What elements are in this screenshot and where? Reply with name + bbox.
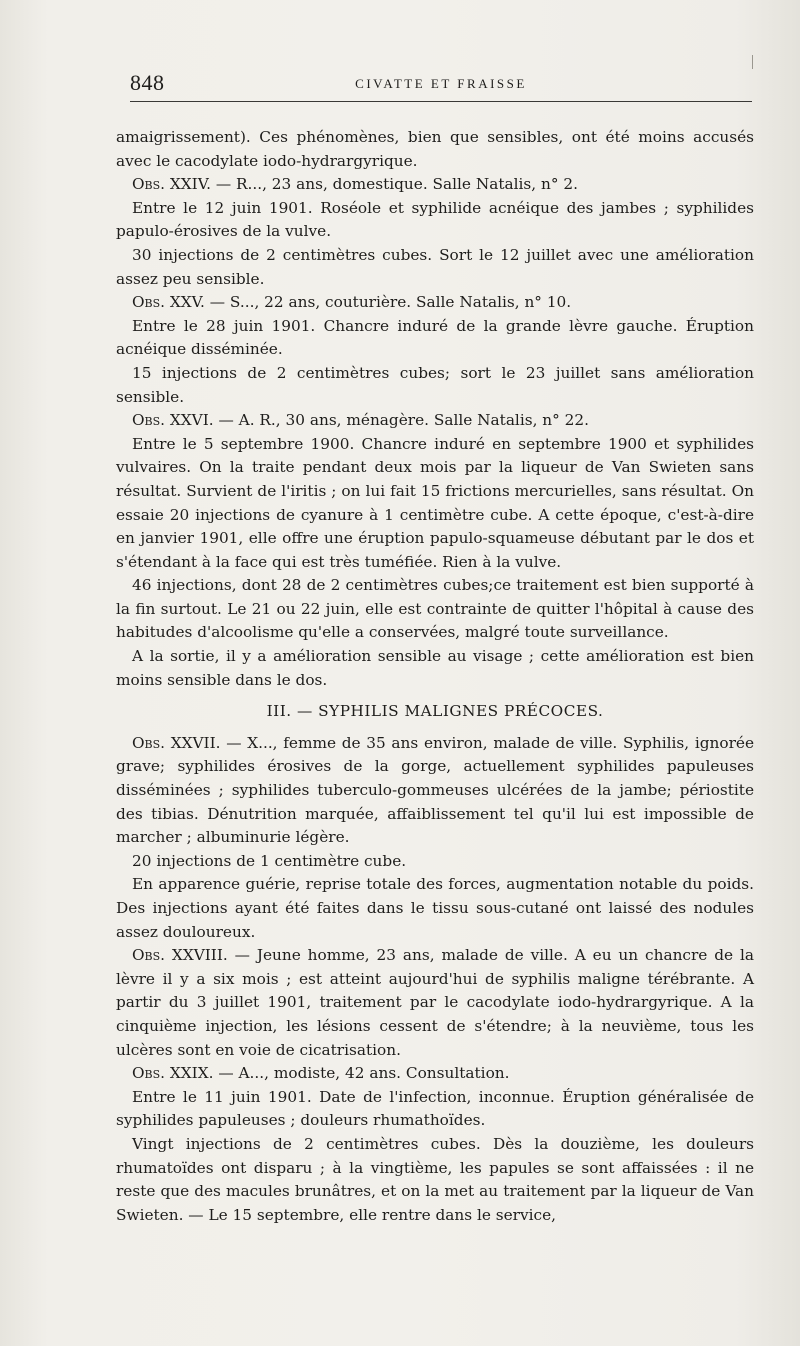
page-header	[130, 70, 752, 94]
margin-mark	[752, 55, 753, 69]
observation-entry	[116, 732, 754, 850]
observation-text: XXV. — S..., 22 ans, couturière. Salle Natalis, n° 10.	[165, 293, 572, 312]
observation-entry	[116, 409, 754, 433]
section-heading: III. — SYPHILIS MALIGNES PRÉCOCES.	[266, 702, 604, 721]
paragraph: Vingt injections de 2 centimètres cubes. Dès la douzième, les douleurs rhumatoïdes ont disparu ; à la vingtième, les papules se sont affaissées : il ne reste que des macules brunâtres, et on la met au traitement par la liqueur de Van Swieten. — Le 15 septembre, elle rentre dans le service,	[116, 1134, 754, 1224]
observation-label: Obs.	[132, 293, 166, 312]
paragraph: Entre le 11 juin 1901. Date de l'infection, inconnue. Éruption généralisée de syphilides papuleuses ; douleurs rhumathoïdes.	[116, 1087, 754, 1130]
header-rule	[130, 101, 752, 102]
running-head: CIVATTE ET FRAISSE	[355, 76, 527, 91]
observation-entry	[116, 1062, 754, 1086]
observation-entry	[116, 291, 754, 315]
observation-label: Obs.	[132, 946, 166, 965]
paragraph: 15 injections de 2 centimètres cubes; sort le 23 juillet sans amélioration sensible.	[116, 363, 754, 406]
observation-label: Obs.	[132, 733, 166, 752]
observation-entry	[116, 944, 754, 1062]
paragraph: Entre le 28 juin 1901. Chancre induré de la grande lèvre gauche. Éruption acnéique disséminée.	[116, 316, 754, 359]
paragraph: 20 injections de 1 centimètre cube.	[132, 851, 407, 870]
observation-label: Obs.	[132, 1064, 166, 1083]
paragraph: Entre le 12 juin 1901. Roséole et syphilide acnéique des jambes ; syphilides papulo-érosives de la vulve.	[116, 198, 754, 241]
body-text	[116, 126, 754, 1227]
observation-entry	[116, 173, 754, 197]
observation-text: XXVIII. — Jeune homme, 23 ans, malade de ville. A eu un chancre de la lèvre il y a six mois ; est atteint aujourd'hui de syphilis maligne térébrante. A partir du 3 juillet 1901, traitement par le cacodylate iodo-hydrargyrique. A la cinquième injection, les lésions cessent de s'étendre; à la neuvième, tous les ulcères sont en voie de cicatrisation.	[116, 946, 754, 1059]
paragraph-continuation: amaigrissement). Ces phénomènes, bien que sensibles, ont été moins accusés avec le cacodylate iodo-hydrargyrique.	[116, 128, 754, 170]
paragraph: A la sortie, il y a amélioration sensible au visage ; cette amélioration est bien moins sensible dans le dos.	[116, 647, 754, 689]
paragraph: En apparence guérie, reprise totale des forces, augmentation notable du poids. Des injections ayant été faites dans le tissu sous-cutané ont laissé des nodules assez douloureux.	[116, 875, 754, 941]
observation-text: XXIV. — R..., 23 ans, domestique. Salle Natalis, n° 2.	[165, 175, 578, 194]
observation-label: Obs.	[132, 175, 166, 194]
paragraph: 46 injections, dont 28 de 2 centimètres cubes;ce traitement est bien supporté à la fin surtout. Le 21 ou 22 juin, elle est contrainte de quitter l'hôpital à cause des habitudes d'alcoolisme qu'elle a conservées, malgré toute surveillance.	[116, 576, 754, 642]
paragraph: 30 injections de 2 centimètres cubes. Sort le 12 juillet avec une amélioration assez peu sensible.	[116, 245, 754, 288]
observation-text: XXVII. — X..., femme de 35 ans environ, malade de ville. Syphilis, ignorée grave; syphilides érosives de la gorge, actuellement syphilides papuleuses disséminées ; syphilides tuberculo-gommeuses ulcérées de la jambe; périostite des tibias. Dénutrition marquée, affaiblissement tel qu'il lui est impossible de marcher ; albuminurie légère.	[116, 733, 754, 847]
page-number: 848	[130, 70, 165, 95]
paragraph: Entre le 5 septembre 1900. Chancre induré en septembre 1900 et syphilides vulvaires. On la traite pendant deux mois par la liqueur de Van Swieten sans résultat. Survient de l'iritis ; on lui fait 15 frictions mercurielles, sans résultat. On essaie 20 injections de cyanure à 1 centimètre cube. A cette époque, c'est-à-dire en janvier 1901, elle offre une éruption papulo-squameuse débutant par le dos et s'étendant à la face qui est très tuméfiée. Rien à la vulve.	[116, 434, 754, 571]
observation-text: XXIX. — A..., modiste, 42 ans. Consultation.	[165, 1064, 510, 1083]
observation-label: Obs.	[132, 411, 166, 430]
observation-text: XXVI. — A. R., 30 ans, ménagère. Salle Natalis, n° 22.	[165, 411, 589, 430]
